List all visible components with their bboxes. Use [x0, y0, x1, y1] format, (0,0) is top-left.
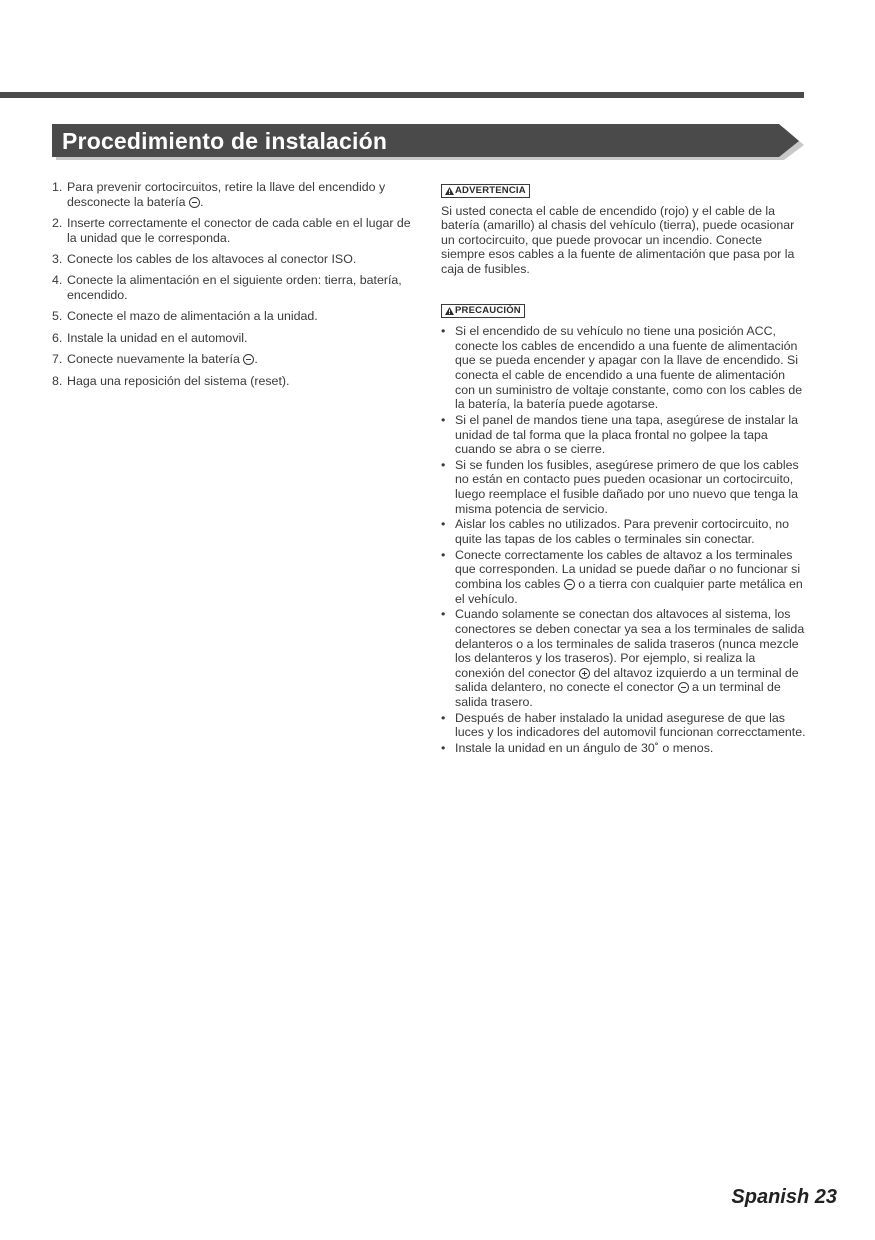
step-number: 6.: [52, 330, 63, 345]
step-number: 8.: [52, 373, 63, 388]
list-item: [52, 216, 422, 245]
list-item: [52, 273, 422, 302]
bullet-text: [455, 741, 806, 756]
list-item: [52, 180, 422, 209]
text-run: o a tierra con cualquier parte metálica en el vehículo.: [455, 577, 803, 606]
bullet-text: [455, 517, 806, 546]
text-run: Si el encendido de su vehículo no tiene una posición ACC, conecte los cables de encendido a una fuente de alimentación que se pueda encender y apagar con la llave de encendido. Si conecta el cable de encendido a una fuente de alimentación con un suministro de voltaje constante, como con los cables de la batería, la batería puede agotarse.: [455, 324, 803, 412]
list-item: [441, 413, 806, 457]
list-item: [52, 331, 422, 346]
step-number: 4.: [52, 273, 63, 288]
page-footer: Spanish 23: [731, 1186, 837, 1208]
list-item: [441, 458, 806, 516]
list-item: [441, 548, 806, 606]
step-text: [67, 331, 422, 346]
text-run: del altavoz izquierdo a un terminal de salida delantero, no conecte el conector: [455, 665, 799, 695]
step-text: [67, 180, 422, 209]
text-run: .: [199, 194, 204, 209]
caution-badge: [441, 304, 525, 318]
minus-terminal-icon: [678, 682, 689, 693]
warning-triangle-icon: [445, 187, 454, 195]
step-number: 7.: [52, 352, 63, 367]
text-run: Después de haber instalado la unidad asegurese de que las luces y los indicadores del automovil funcionan correcctamente.: [455, 710, 806, 740]
installation-steps: [52, 180, 422, 395]
step-text: [67, 273, 422, 302]
bullet-icon: •: [441, 324, 446, 339]
step-number: 3.: [52, 251, 63, 266]
minus-terminal-icon: [243, 354, 254, 365]
bullet-icon: •: [441, 517, 446, 532]
bullet-text: [455, 458, 806, 516]
text-run: Para prevenir cortocircuitos, retire la llave del encendido y desconecte la batería: [67, 180, 386, 209]
step-text: [67, 252, 422, 267]
bullet-icon: •: [441, 741, 446, 756]
plus-terminal-icon: [579, 668, 590, 679]
text-run: Conecte correctamente los cables de altavoz a los terminales que corresponden. La unidad se puede dañar o no funcionar si combina los cables: [455, 547, 801, 591]
warning-label: ADVERTENCIA: [455, 185, 526, 196]
step-number: 2.: [52, 215, 63, 230]
text-run: Instale la unidad en el automovil.: [67, 330, 248, 345]
text-run: .: [254, 352, 258, 367]
text-run: a un terminal de salida trasero.: [455, 680, 781, 709]
warning-badge: [441, 184, 530, 198]
bullet-text: [455, 711, 806, 740]
bullet-icon: •: [441, 710, 446, 725]
notices-column: [441, 184, 806, 757]
text-run: Si se funden los fusibles, asegúrese primero de que los cables no están en contacto pues pueden ocasionar un cortocircuito, luego reemplace el fusible dañado por uno nuevo que tenga la misma potencia de servicio.: [455, 457, 799, 516]
text-run: Inserte correctamente el conector de cada cable en el lugar de la unidad que le corresponda.: [67, 215, 411, 245]
text-run: Cuando solamente se conectan dos altavoces al sistema, los conectores se deben conectar ya sea a los terminales de salida delanteros o a los terminales de salida traseros (nunca mezcle los delanteros y los traseros). Por ejemplo, si realiza la conexión del conector: [455, 607, 805, 680]
text-run: Aislar los cables no utilizados. Para prevenir cortocircuito, no quite las tapas de los cables o terminales sin conectar.: [455, 517, 790, 547]
bullet-icon: •: [441, 457, 446, 472]
step-text: [67, 309, 422, 324]
title-banner: [52, 124, 804, 160]
bullet-text: [455, 413, 806, 457]
step-number: 1.: [52, 180, 63, 194]
list-item: [52, 309, 422, 324]
bullet-icon: •: [441, 547, 446, 562]
warning-triangle-icon: [445, 307, 454, 315]
list-item: [52, 374, 422, 389]
minus-terminal-icon: [564, 579, 575, 590]
list-item: [52, 352, 422, 367]
bullet-icon: •: [441, 607, 446, 622]
warning-text: Si usted conecta el cable de encendido (rojo) y el cable de la batería (amarillo) al chasis del vehículo (tierra), puede ocasionar un cortocircuito, que puede provocar un incendio. Conecte siempre esos cables a la fuente de alimentación que pasa por la caja de fusibles.: [441, 203, 795, 276]
minus-terminal-icon: [189, 197, 200, 208]
caution-block: [441, 304, 806, 756]
text-run: Si el panel de mandos tiene una tapa, asegúrese de instalar la unidad de tal forma que la placa frontal no golpee la tapa cuando se abra o se cierre.: [455, 412, 799, 457]
bullet-text: [455, 324, 806, 412]
warning-block: [441, 184, 806, 277]
step-text: [67, 216, 422, 245]
text-run: Conecte nuevamente la batería: [67, 352, 244, 367]
text-run: Conecte el mazo de alimentación a la unidad.: [67, 309, 318, 324]
list-item: [52, 252, 422, 267]
text-run: Instale la unidad en un ángulo de 30˚ o menos.: [455, 741, 714, 756]
caution-bullets: [441, 324, 806, 756]
list-item: [441, 324, 806, 412]
step-number: 5.: [52, 309, 63, 324]
bullet-text: [455, 607, 806, 709]
caution-label: PRECAUCIÓN: [455, 304, 521, 316]
text-run: Conecte los cables de los altavoces al conector ISO.: [67, 251, 357, 266]
list-item: [441, 607, 806, 709]
page-title: Procedimiento de instalación: [62, 128, 388, 154]
bullet-icon: •: [441, 412, 446, 427]
text-run: Haga una reposición del sistema (reset).: [67, 373, 290, 388]
top-rule: [0, 92, 804, 98]
step-text: [67, 374, 422, 389]
list-item: [441, 711, 806, 740]
step-text: [67, 352, 422, 367]
bullet-text: [455, 548, 806, 606]
list-item: [441, 741, 806, 756]
text-run: Conecte la alimentación en el siguiente orden: tierra, batería, encendido.: [67, 273, 402, 302]
list-item: [441, 517, 806, 546]
